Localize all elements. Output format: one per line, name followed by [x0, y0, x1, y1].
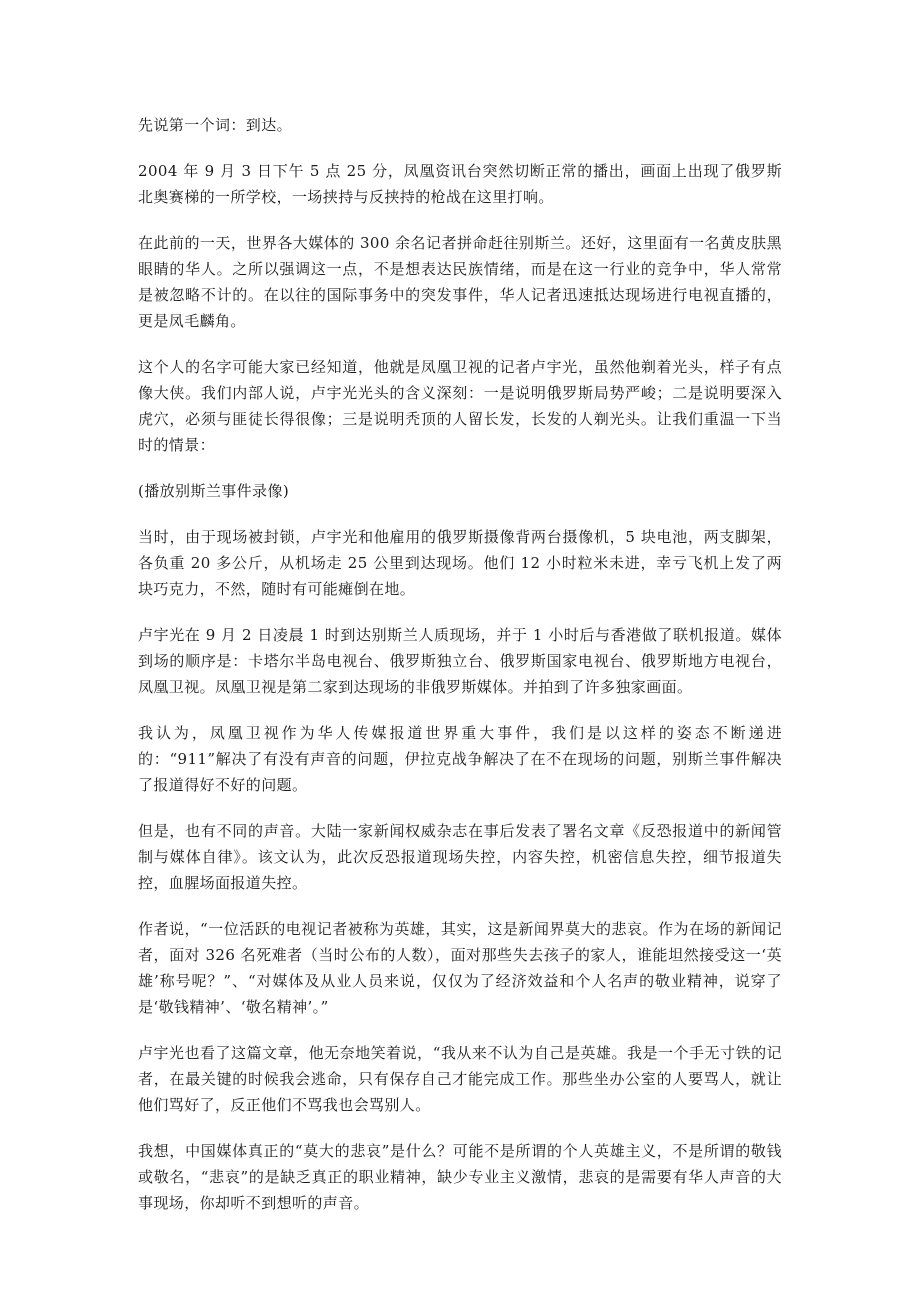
paragraph-11: 卢宇光也看了这篇文章，他无奈地笑着说，“我从来不认为自己是英雄。我是一个手无寸铁的记者，在最关键的时候我会逃命，只有保存自己才能完成工作。那些坐办公室的人要骂人，就让他们骂好了，反正他们不骂我也会骂别人。	[138, 1044, 782, 1114]
paragraph-6: 当时，由于现场被封锁，卢宇光和他雇用的俄罗斯摄像背两台摄像机，5 块电池，两支脚架，各负重 20 多公斤，从机场走 25 公里到达现场。他们 12 小时粒米未进，幸亏飞机上发了两块巧克力，不然，随时有可能瘫倒在地。	[138, 528, 782, 598]
paragraph-9: 但是，也有不同的声音。大陆一家新闻权威杂志在事后发表了署名文章《反恐报道中的新闻管制与媒体自律》。该文认为，此次反恐报道现场失控，内容失控，机密信息失控，细节报道失控，血腥场面报道失控。	[138, 822, 782, 892]
paragraph-7: 卢宇光在 9 月 2 日凌晨 1 时到达别斯兰人质现场，并于 1 小时后与香港做了联机报道。媒体到场的顺序是：卡塔尔半岛电视台、俄罗斯独立台、俄罗斯国家电视台、俄罗斯地方电视台，凤凰卫视。凤凰卫视是第二家到达现场的非俄罗斯媒体。并拍到了许多独家画面。	[138, 626, 782, 696]
paragraph-2: 2004 年 9 月 3 日下午 5 点 25 分，凤凰资讯台突然切断正常的播出，画面上出现了俄罗斯北奥赛梯的一所学校，一场挟持与反挟持的枪战在这里打响。	[138, 162, 782, 206]
paragraph-8: 我认为，凤凰卫视作为华人传媒报道世界重大事件，我们是以这样的姿态不断递进的：“911”解决了有没有声音的问题，伊拉克战争解决了在不在现场的问题，别斯兰事件解决了报道得好不好的问题。	[138, 724, 782, 794]
paragraph-5: (播放别斯兰事件录像)	[138, 482, 290, 500]
paragraph-1: 先说第一个词：到达。	[138, 116, 293, 134]
paragraph-12: 我想，中国媒体真正的“莫大的悲哀”是什么？可能不是所谓的个人英雄主义，不是所谓的敬钱或敬名，“悲哀”的是缺乏真正的职业精神，缺少专业主义激情，悲哀的是需要有华人声音的大事现场，你却听不到想听的声音。	[138, 1142, 782, 1212]
paragraph-4: 这个人的名字可能大家已经知道，他就是凤凰卫视的记者卢宇光，虽然他剃着光头，样子有点像大侠。我们内部人说，卢宇光光头的含义深刻：一是说明俄罗斯局势严峻；二是说明要深入虎穴，必须与匪徒长得很像；三是说明秃顶的人留长发，长发的人剃光头。让我们重温一下当时的情景：	[138, 358, 782, 454]
paragraph-10: 作者说，“一位活跃的电视记者被称为英雄，其实，这是新闻界莫大的悲哀。作为在场的新闻记者，面对 326 名死难者（当时公布的人数），面对那些失去孩子的家人，谁能坦然接受这一‘英雄’称号呢？”、“对媒体及从业人员来说，仅仅为了经济效益和个人名声的敬业精神，说穿了是‘敬钱精神’、‘敬名精神’。”	[138, 920, 782, 1016]
document-body	[138, 112, 782, 1236]
paragraph-3: 在此前的一天，世界各大媒体的 300 余名记者拼命赶往别斯兰。还好，这里面有一名黄皮肤黑眼睛的华人。之所以强调这一点，不是想表达民族情绪，而是在这一行业的竞争中，华人常常是被忽略不计的。在以往的国际事务中的突发事件，华人记者迅速抵达现场进行电视直播的，更是凤毛麟角。	[138, 234, 782, 330]
